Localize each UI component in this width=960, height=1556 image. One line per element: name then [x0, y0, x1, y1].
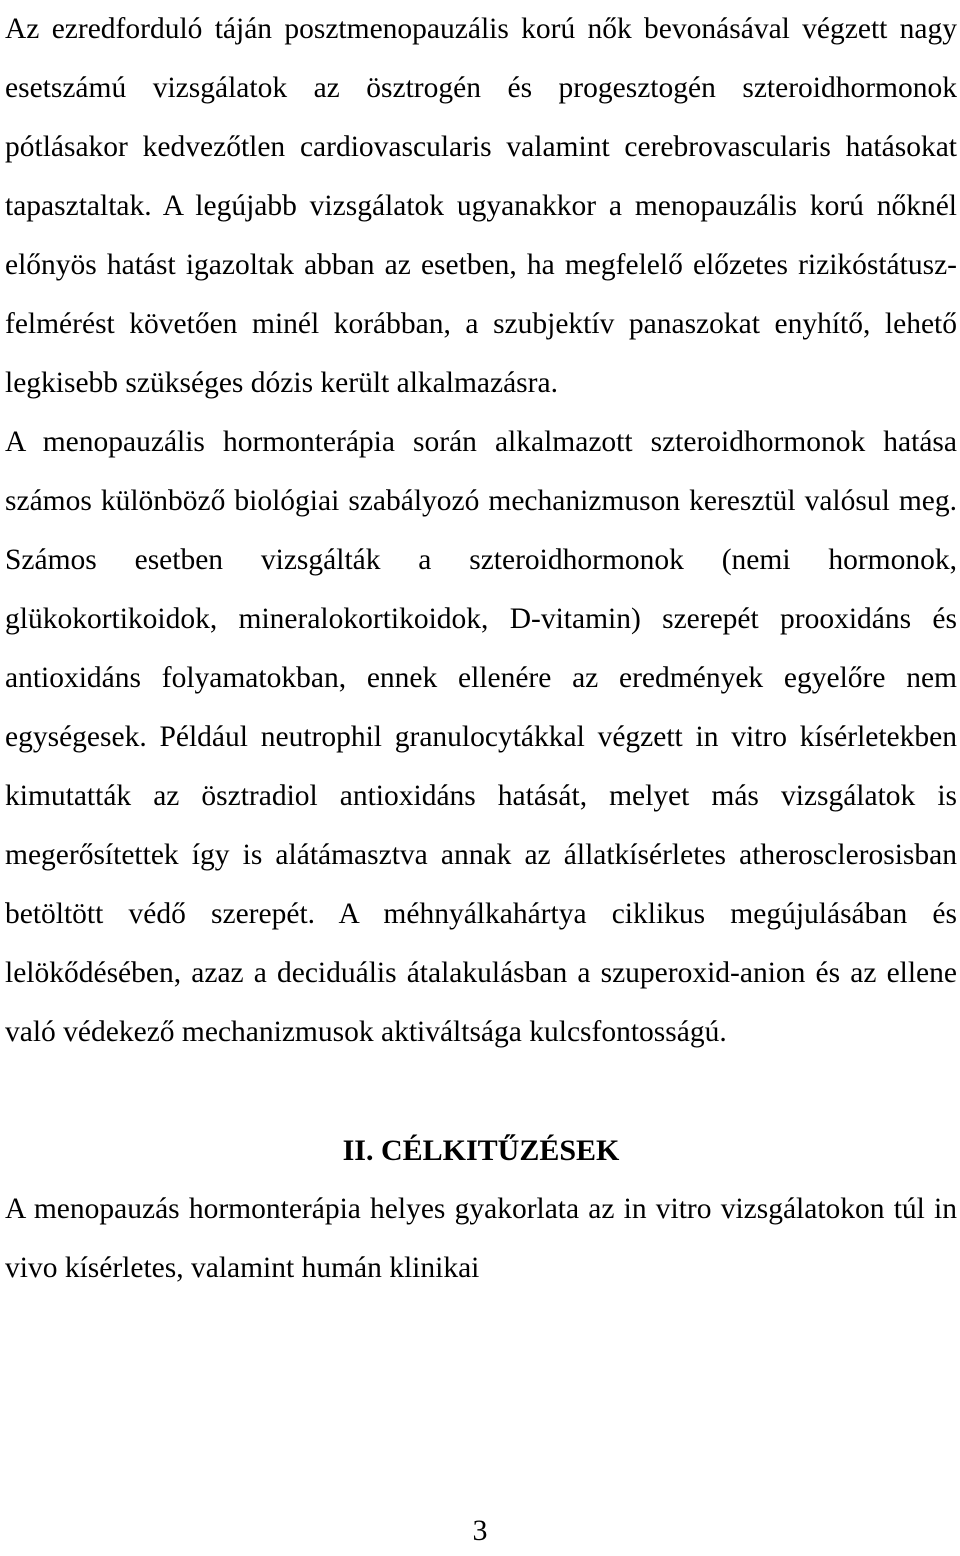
paragraph-3: A menopauzás hormonterápia helyes gyakorlata az in vitro vizsgálatokon túl in vivo kísérletes, valamint humán klinikai [5, 1193, 957, 1284]
paragraph-2: A menopauzális hormonterápia során alkalmazott szteroidhormonok hatása számos különböző biológiai szabályozó mechanizmuson keresztül valósul meg. Számos esetben vizsgálták a szteroidhormonok (nemi hormonok, glükokortikoidok, mineralokortikoidok, D-vitamin) szerepét prooxidáns és antioxidáns folyamatokban, ennek ellenére az eredmények egyelőre nem egységesek. Például neutrophil granulocytákkal végzett in vitro kísérletekben kimutatták az ösztradiol antioxidáns hatását, melyet más vizsgálatok is megerősítettek így is alátámasztva annak az állatkísérletes atherosclerosisban betöltött védő szerepét. A méhnyálkahártya ciklikus megújulásában és lelökődésében, azaz a deciduális átalakulásban a szuperoxid-anion és az ellene való védekező mechanizmusok aktiváltsága kulcsfontosságú. [5, 426, 957, 1048]
page-number: 3 [472, 1514, 488, 1547]
paragraph-1: Az ezredforduló táján posztmenopauzális korú nők bevonásával végzett nagy esetszámú vizsgálatok az ösztrogén és progesztogén szteroidhormonok pótlásakor kedvezőtlen cardiovascularis valamint cerebrovascularis hatásokat tapasztaltak. A legújabb vizsgálatok ugyanakkor a menopauzális korú nőknél előnyös hatást igazoltak abban az esetben, ha megfelelő előzetes rizikóstátusz-felmérést követően minél korábban, a szubjektív panaszokat enyhítő, lehető legkisebb szükséges dózis került alkalmazásra. [5, 13, 957, 399]
document-page [5, 0, 957, 1298]
section-heading: II. CÉLKITŰZÉSEK [342, 1134, 620, 1167]
